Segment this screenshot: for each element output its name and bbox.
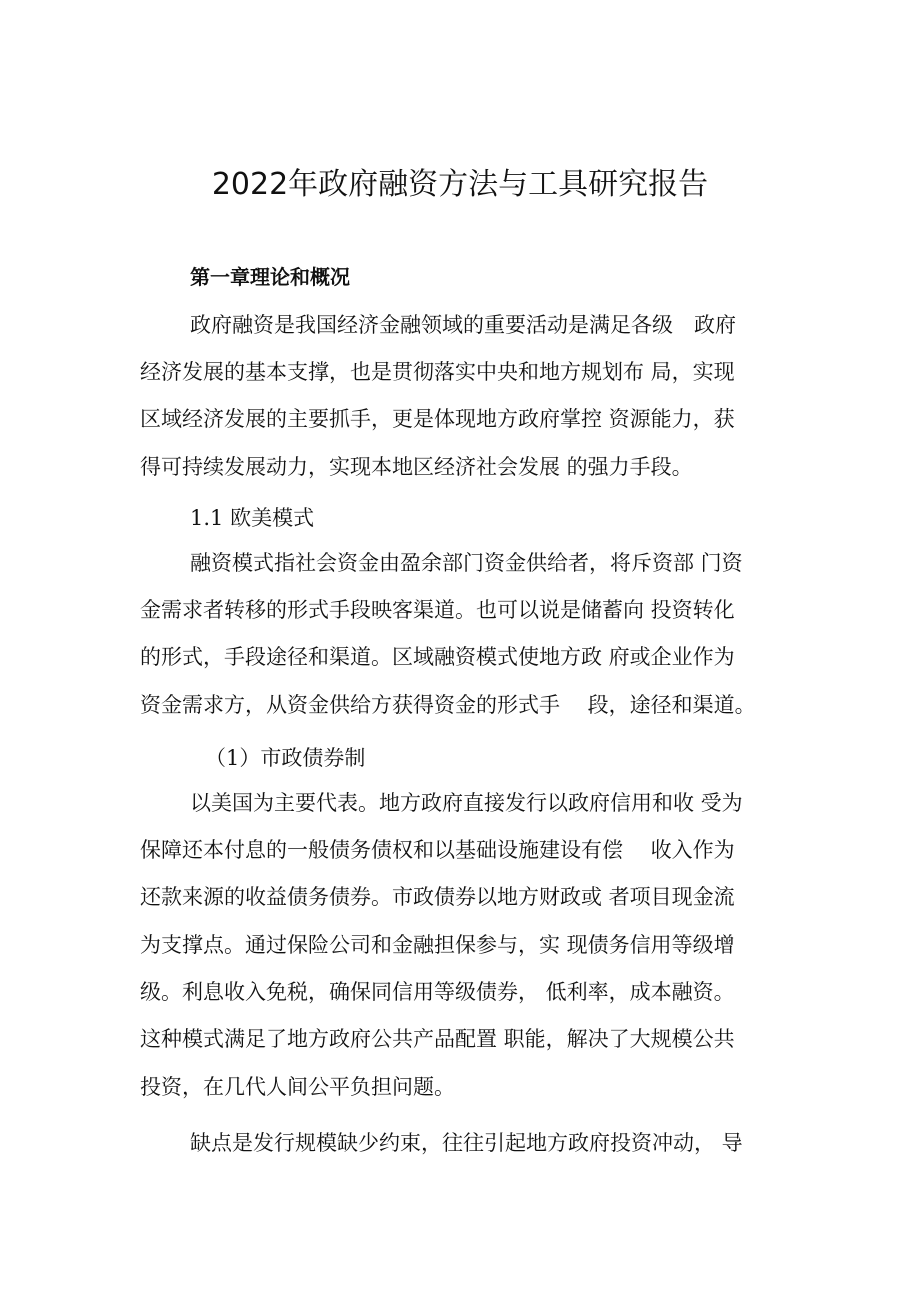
paragraph-line: 融资模式指社会资金由盈余部门资金供给者，将斥资部 门资: [190, 551, 743, 575]
paragraph-line: 的形式，手段途径和渠道。区域融资模式使地方政 府或企业作为: [140, 645, 735, 669]
paragraph-line: 资金需求方，从资金供给方获得资金的形式手 段，途径和渠道。: [140, 693, 756, 717]
paragraph-line: 金需求者转移的形式手段映客渠道。也可以说是储蓄向 投资转化: [140, 598, 735, 622]
paragraph-line: 保障还本付息的一般债务债权和以基础设施建设有偿 收入作为: [140, 838, 735, 862]
paragraph-line: 区域经济发展的主要抓手，更是体现地方政府掌控 资源能力，获: [140, 407, 735, 431]
paragraph-line: 为支撑点。通过保险公司和金融担保参与，实 现债务信用等级增: [140, 933, 735, 957]
paragraph-line: 以美国为主要代表。地方政府直接发行以政府信用和收 受为: [190, 791, 743, 815]
paragraph-line: 级。利息收入免税，确保同信用等级债券， 低利率，成本融资。: [140, 980, 735, 1004]
paragraph-line: 投资，在几代人间公平负担问题。: [140, 1075, 455, 1099]
subsection-heading: （1）市政债券制: [205, 746, 366, 770]
document-title: 2022年政府融资方法与工具研究报告: [211, 167, 709, 202]
paragraph-line: 经济发展的基本支撑，也是贯彻落实中央和地方规划布 局，实现: [140, 360, 735, 384]
paragraph-line: 还款来源的收益债务债券。市政债券以地方财政或 者项目现金流: [140, 885, 735, 909]
paragraph-line: 政府融资是我国经济金融领域的重要活动是满足各级 政府: [190, 313, 736, 337]
section-heading: 1.1 欧美模式: [190, 506, 315, 530]
paragraph-line: 这种模式满足了地方政府公共产品配置 职能，解决了大规模公共: [140, 1027, 735, 1051]
paragraph-line: 缺点是发行规模缺少约束，往往引起地方政府投资冲动， 导: [190, 1131, 743, 1155]
paragraph-line: 得可持续发展动力，实现本地区经济社会发展 的强力手段。: [140, 455, 693, 479]
chapter-heading: 第一章理论和概况: [190, 265, 350, 289]
